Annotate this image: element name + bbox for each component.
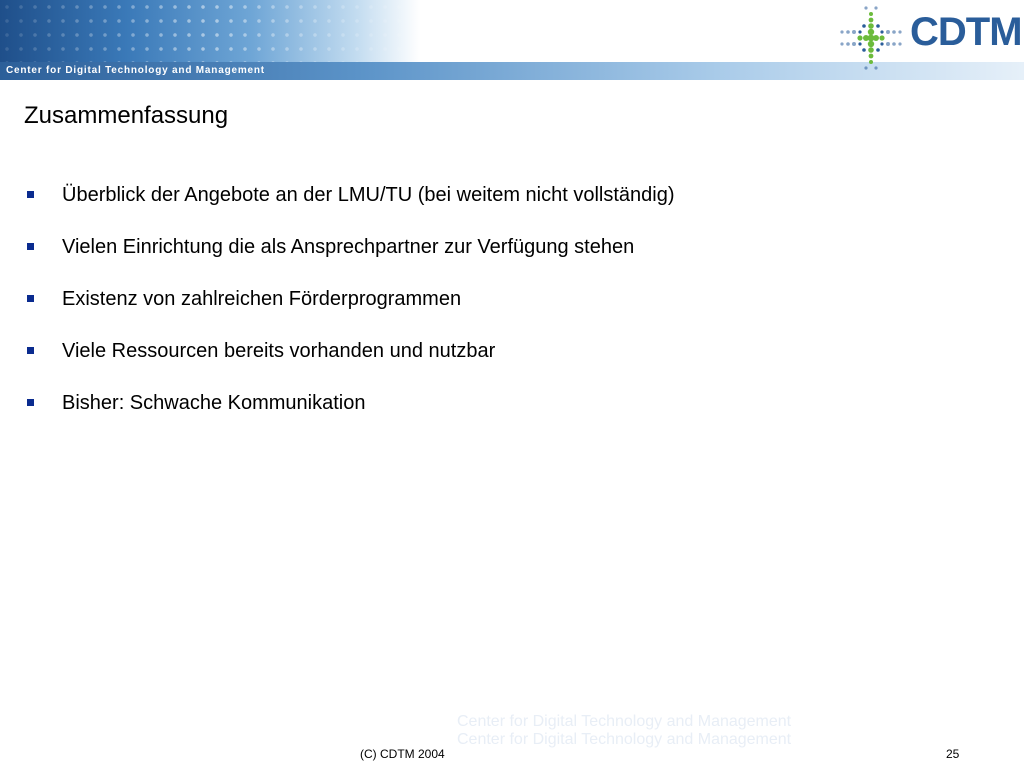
cdtm-logo-text: CDTM [910, 10, 1022, 54]
slide-header [0, 0, 1024, 82]
bullet-marker-icon [27, 295, 34, 302]
bullet-marker-icon [27, 191, 34, 198]
footer-copyright: (C) CDTM 2004 [360, 747, 445, 761]
watermark-line: Center for Digital Technology and Management [457, 713, 792, 730]
bullet-text: Bisher: Schwache Kommunikation [62, 392, 366, 414]
bullet-text: Vielen Einrichtung die als Ansprechpartner zur Verfügung stehen [62, 236, 635, 258]
bullet-text: Viele Ressourcen bereits vorhanden und nutzbar [62, 340, 496, 362]
slide-title: Zusammenfassung [24, 102, 229, 129]
bullet-text: Existenz von zahlreichen Förderprogrammen [62, 288, 462, 310]
header-strip-text: Center for Digital Technology and Management [6, 65, 265, 76]
cdtm-logo-icon [836, 2, 906, 78]
bullet-marker-icon [27, 347, 34, 354]
header-banner-dots [0, 0, 420, 62]
footer-watermark [457, 713, 791, 749]
watermark-line: Center for Digital Technology and Management [457, 731, 792, 748]
bullet-marker-icon [27, 399, 34, 406]
bullet-text: Überblick der Angebote an der LMU/TU (bei weitem nicht vollständig) [62, 184, 675, 206]
bullet-marker-icon [27, 243, 34, 250]
page-number: 25 [946, 747, 960, 761]
